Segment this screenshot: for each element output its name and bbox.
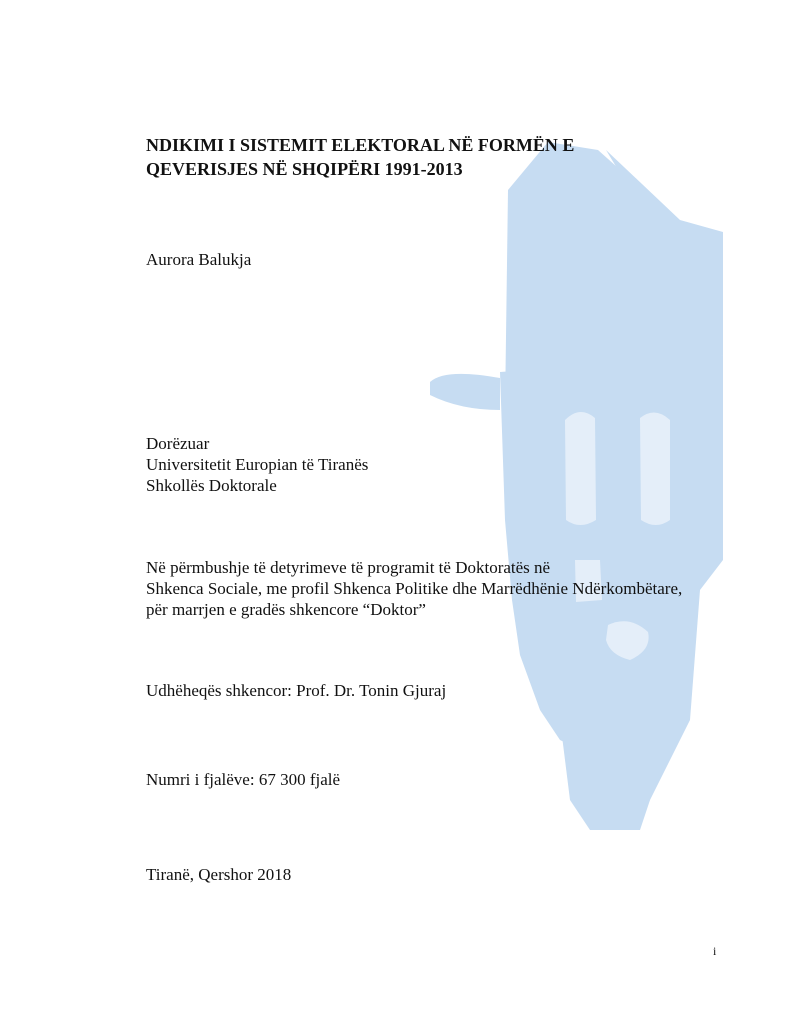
submitted-line: Shkollës Doktorale [146, 476, 277, 495]
purpose-block [146, 557, 682, 620]
title-line: NDIKIMI I SISTEMIT ELEKTORAL NË FORMËN E [146, 135, 575, 155]
author-name: Aurora Balukja [146, 250, 252, 269]
title-line: QEVERISJES NË SHQIPËRI 1991-2013 [146, 159, 463, 179]
word-count: Numri i fjalëve: 67 300 fjalë [146, 770, 341, 789]
place-date: Tiranë, Qershor 2018 [146, 865, 292, 884]
purpose-line: Në përmbushje të detyrimeve të programit të Doktoratës në [146, 558, 551, 577]
submitted-line: Universitetit Europian të Tiranës [146, 455, 369, 474]
purpose-line: Shkenca Sociale, me profil Shkenca Politike dhe Marrëdhënie Ndërkombëtare, [146, 579, 683, 598]
submitted-block [146, 433, 368, 496]
purpose-line: për marrjen e gradës shkencore “Doktor” [146, 600, 426, 619]
page-number: i [713, 944, 717, 958]
document-title [146, 133, 574, 181]
submitted-line: Dorëzuar [146, 434, 210, 453]
supervisor-line: Udhëheqës shkencor: Prof. Dr. Tonin Gjuraj [146, 681, 447, 700]
